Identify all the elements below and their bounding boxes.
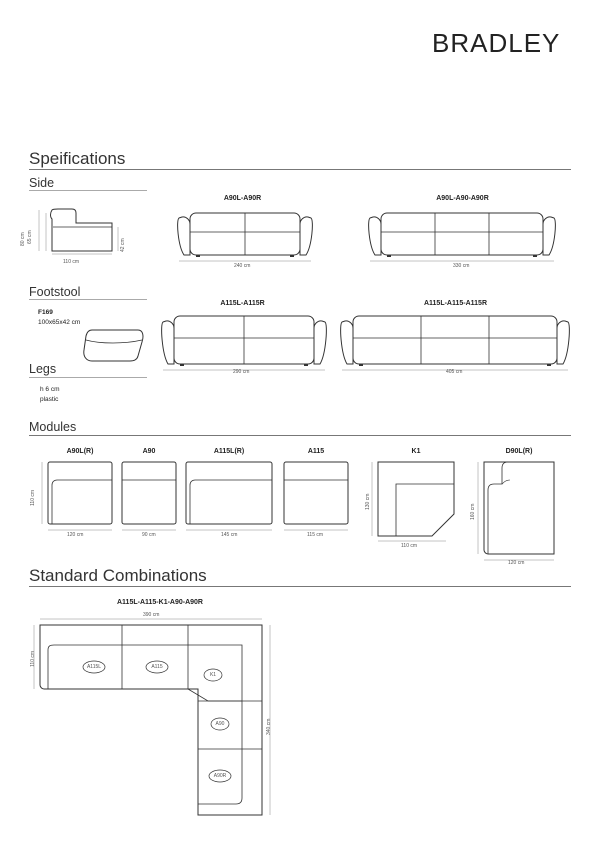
combination-width: 390 cm bbox=[143, 612, 160, 618]
module-width: 145 cm bbox=[221, 532, 238, 538]
combination-piece-label: A90 bbox=[215, 721, 225, 727]
module-label: A115 bbox=[307, 448, 325, 455]
sofa-label: A115L-A115-A115R bbox=[423, 300, 488, 307]
module-depth: 110 cm bbox=[30, 489, 36, 506]
legs-material: plastic bbox=[40, 396, 59, 403]
combination-piece-label: A90R bbox=[213, 773, 227, 779]
module-width: 120 cm bbox=[508, 560, 525, 566]
footstool-size: 100x65x42 cm bbox=[38, 319, 81, 326]
sofa-width: 405 cm bbox=[446, 369, 463, 375]
footstool-code: F169 bbox=[38, 309, 53, 316]
module-width: 90 cm bbox=[142, 532, 156, 538]
module-width: 110 cm bbox=[401, 543, 418, 549]
module-depth: 160 cm bbox=[470, 503, 476, 520]
combination-piece-label: A115 bbox=[151, 664, 163, 670]
module-width: 120 cm bbox=[67, 532, 84, 538]
module-label: A90 bbox=[142, 448, 156, 455]
specifications-heading: Speifications bbox=[29, 149, 126, 168]
module-label: K1 bbox=[411, 448, 421, 455]
combination-length: 340 cm bbox=[266, 718, 272, 735]
sofa-label: A90L-A90R bbox=[223, 195, 262, 202]
module-depth: 130 cm bbox=[365, 493, 371, 510]
side-profile-height-seat: 65 cm bbox=[27, 230, 33, 244]
legs-height: h 6 cm bbox=[40, 386, 60, 393]
combination-piece-label: A115L bbox=[86, 664, 102, 670]
sofa-width: 330 cm bbox=[453, 263, 470, 269]
module-label: D90L(R) bbox=[505, 448, 533, 455]
sofa-label: A115L-A115R bbox=[220, 300, 265, 307]
side-profile-height-arm: 42 cm bbox=[120, 238, 126, 252]
sofa-width: 290 cm bbox=[233, 369, 250, 375]
module-label: A115L(R) bbox=[213, 448, 245, 455]
legs-heading: Legs bbox=[29, 362, 57, 376]
side-heading: Side bbox=[29, 176, 55, 190]
side-profile-height-back: 80 cm bbox=[20, 232, 26, 246]
combination-depth: 110 cm bbox=[30, 650, 36, 667]
module-label: A90L(R) bbox=[66, 448, 94, 455]
brand-logo: BRADLEY bbox=[432, 28, 561, 58]
combination-label: A115L-A115-K1-A90-A90R bbox=[117, 599, 203, 606]
module-width: 115 cm bbox=[307, 532, 324, 538]
modules-heading: Modules bbox=[29, 420, 77, 434]
sofa-label: A90L-A90-A90R bbox=[436, 195, 489, 202]
combination-piece-label: K1 bbox=[209, 672, 217, 678]
side-profile-width: 110 cm bbox=[63, 259, 80, 265]
sofa-width: 240 cm bbox=[234, 263, 251, 269]
combinations-heading: Standard Combinations bbox=[29, 566, 207, 585]
footstool-heading: Footstool bbox=[29, 285, 81, 299]
